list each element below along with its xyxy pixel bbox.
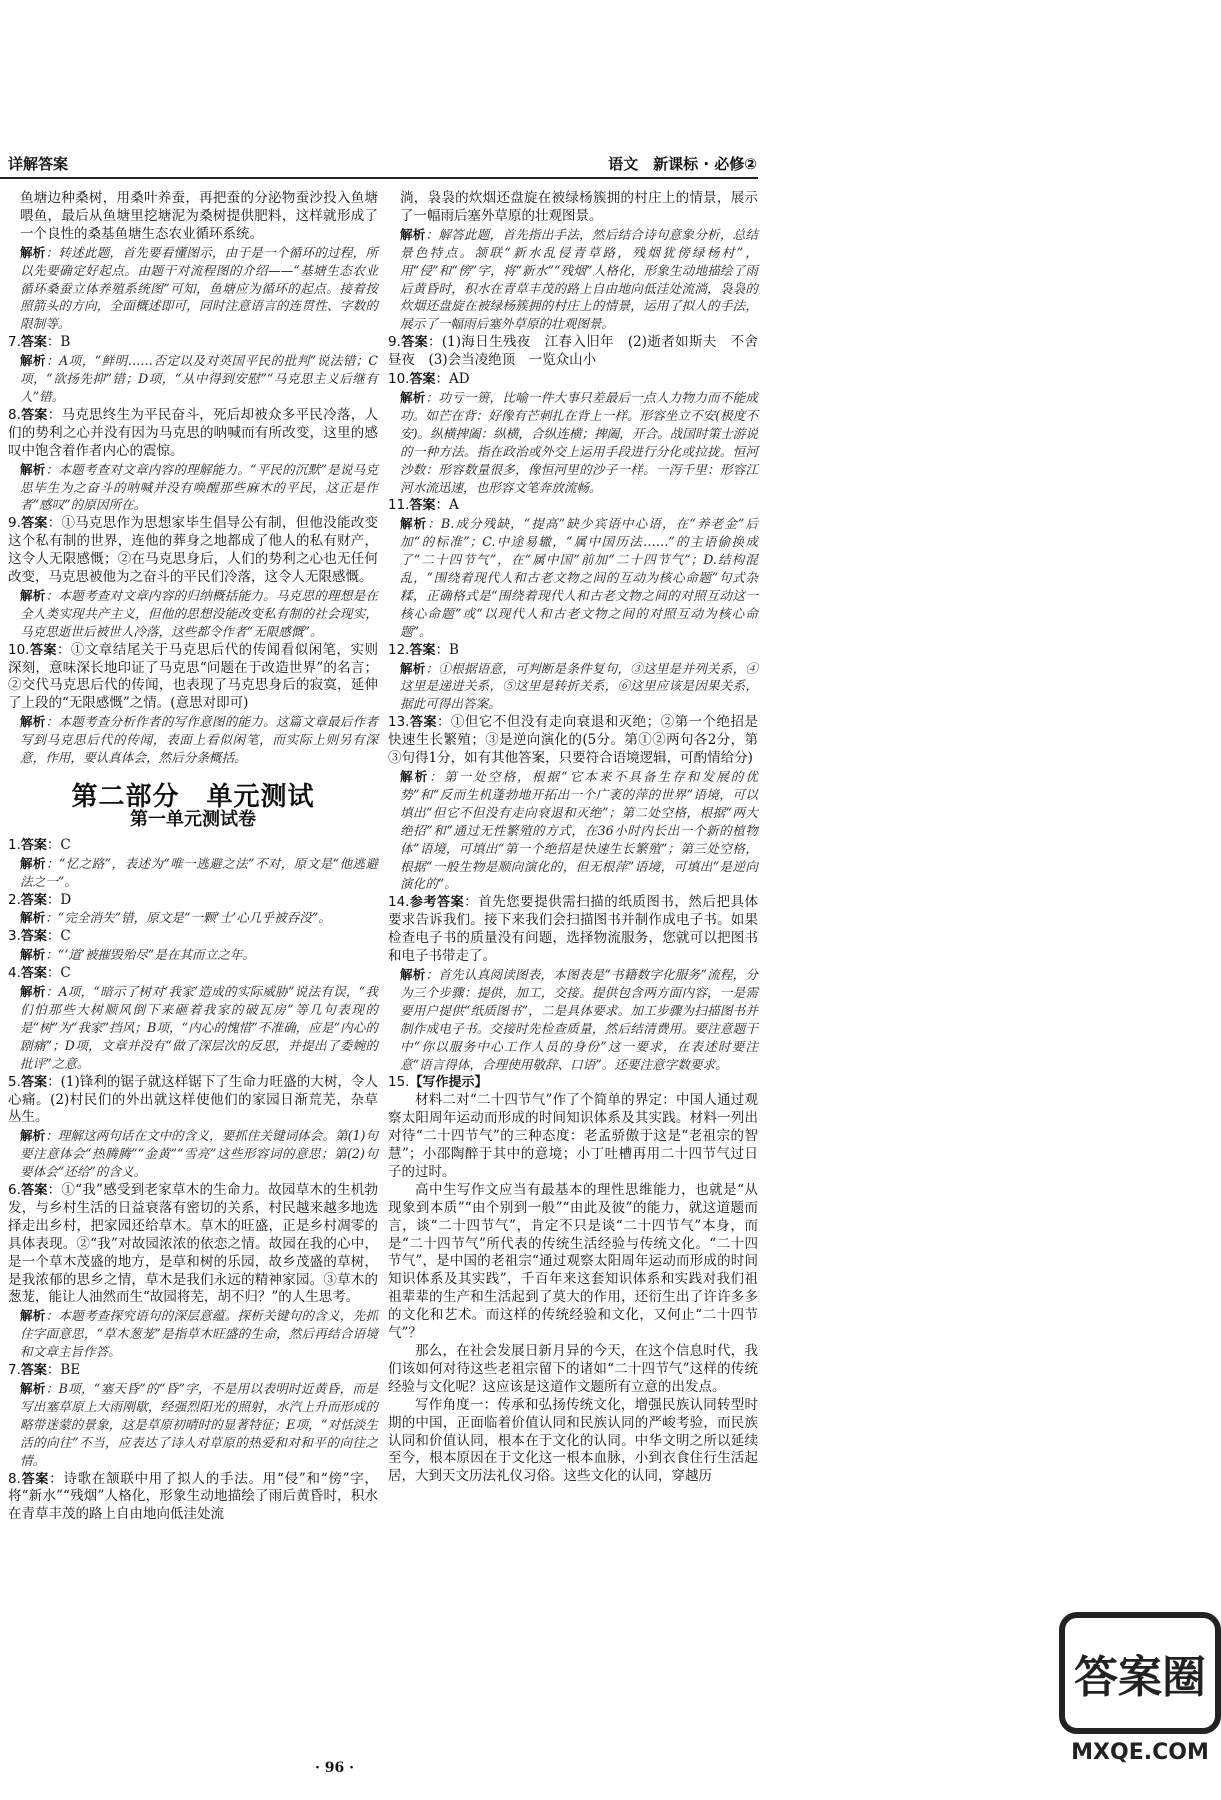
explanation-text: ：解答此题，首先指出手法，然后结合诗句意象分析，总结景色特点。颔联“新水乱侵青草路，残烟犹傍绿杨村”，用“侵”和“傍”字，将“新水”“残烟”人格化，形象生动地描绘了雨后黄昏时，积水在青草丰茂的路上自由地向低洼处流淌，袅袅的炊烟还盘旋在被绿杨簇拥的村庄上的情景，运用了拟人的手法，展示了一幅雨后塞外草原的壮观图景。: [400, 226, 759, 332]
explanation-text: ：转述此题，首先要看懂图示，由于是一个循环的过程，所以先要确定好起点。由题干对流程图的介绍——“基塘生态农业循环桑蚕立体养殖系统图”可知，鱼塘应为循环的起点。接着按照箭头的方向，全面概述即可，同时注意语言的连贯性、字数的限制等。: [20, 244, 379, 332]
answer-item: [8, 407, 378, 514]
right-column: [388, 190, 758, 1487]
explanation-label: 解析: [20, 1381, 46, 1396]
explanation-line: [388, 768, 758, 893]
answer-text: ：BE: [46, 1362, 81, 1379]
explanation-line: [8, 946, 378, 964]
answer-item: [388, 894, 758, 1073]
item-number: 7.: [8, 334, 21, 351]
explanation-label: 解析: [400, 389, 426, 405]
answer-label: 答案: [20, 966, 47, 982]
answer-text: ：诗歌在颔联中用了拟人的手法。用“侵”和“傍”字，将“新水”“残烟”人格化，形象生动地描绘了雨后黄昏时，积水在青草丰茂的路上自由地向低洼处流: [8, 1470, 378, 1523]
explanation-text: ：①根据语意，可判断是条件复句，③这里是并列关系，④这里是递进关系，⑤这里是转折关系，⑥这里应该是因果关系，据此可得出答案。: [400, 660, 759, 712]
answer-line: [388, 497, 758, 515]
item-number: 4.: [8, 965, 21, 982]
explanation-line: [8, 909, 378, 927]
answer-label: 答案: [20, 335, 47, 351]
answer-line: [8, 1074, 378, 1128]
answer-item: [388, 497, 758, 640]
intro-text: 鱼塘边种桑树，用桑叶养蚕，再把蚕的分泌物蚕沙投入鱼塘喂鱼，最后从鱼塘里挖塘泥为桑树提供肥料，这样就形成了一个良性的桑基鱼塘生态农业循环系统。: [20, 190, 378, 242]
answer-label: 答案: [20, 1074, 48, 1090]
answer-line: [8, 1362, 378, 1380]
left-column: [8, 190, 378, 1525]
answer-line: [8, 334, 378, 352]
answer-item: [8, 1362, 378, 1469]
answer-label: 答案: [20, 516, 48, 532]
answer-item: [8, 334, 378, 406]
writing-block: [388, 1074, 758, 1486]
answer-item: [8, 642, 378, 767]
explanation-label: 解析: [400, 660, 426, 676]
writing-paragraphs: [388, 1092, 758, 1486]
explanation-text: ：A项，“鲜明……否定以及对英国平民的批判”说法错；C项，“欲扬先抑”错；D项，“从中得到安慰”“马克思主义后继有人”错。: [20, 353, 379, 404]
answer-item: [388, 371, 758, 496]
item-number: 5.: [8, 1073, 21, 1090]
answer-text: ：①但它不但没有走向衰退和灭绝；②第一个绝招是快速生长繁殖；③是逆向演化的(5分。第①②两句各2分，第③句得1分，如有其他答案，只要符合语境逻辑，可酌情给分): [388, 714, 758, 767]
answer-line: [388, 714, 758, 768]
item-number: 1.: [8, 836, 21, 853]
answer-label: 答案: [20, 837, 47, 853]
explanation-label: 解析: [20, 1128, 46, 1144]
continuation-text: 淌，袅袅的炊烟还盘旋在被绿杨簇拥的村庄上的情景，展示了一幅雨后塞外草原的壮观图景。: [400, 190, 758, 224]
answer-label: 答案: [29, 642, 57, 658]
writing-label: 【写作提示】: [409, 1075, 488, 1091]
explanation-line: [8, 587, 378, 641]
explanation-label: 解析: [400, 516, 428, 532]
explanation-label: 解析: [20, 910, 46, 926]
explanation-text: ：B项，“塞天昏”的“昏”字，不是用以表明时近黄昏，而是写出塞草原上大雨刚歇，经强烈阳光的照射，水汽上升而形成的略带迷蒙的景象，这是草原初晴时的显著特征；E项，“对恬淡生活的向往”不当，应表达了诗人对草原的热爱和对和平的向往之情。: [20, 1381, 378, 1468]
explanation-line: [388, 515, 758, 640]
answer-label: 答案: [20, 1363, 47, 1379]
explanation-text: ：本题考查对文章内容的理解能力。“平民的沉默”是说马克思毕生为之奋斗的呐喊并没有唤醒那些麻木的平民，这正是作者“感叹”的原因所在。: [20, 461, 378, 513]
explanation-line: [8, 855, 378, 891]
item-number: 6.: [8, 1182, 21, 1199]
item-number: 8.: [8, 406, 21, 423]
explanation-label: 解析: [20, 587, 46, 603]
watermark-logo: [1060, 1612, 1220, 1792]
item-number: 9.: [388, 334, 401, 351]
answer-label: 答案: [409, 498, 436, 514]
explanation-text: ：第一处空格，根据“它本来不具备生存和发展的优势”和“反而生机蓬勃地开拓出一个广袤的萍的世界”语境，可以填出“但它不但没有走向衰退和灭绝”；第二处空格，根据“两大绝招”和“通过无性繁殖的方式，在36小时内长出一个新的植物体”语境，可填出“第一个绝招是快速生长繁殖”；第三处空格，根据“一般生物是顺向演化的，但无根萍”语境，可填出“是逆向演化的”。: [400, 769, 758, 892]
answer-item: [388, 334, 758, 370]
answer-line: [8, 1182, 378, 1307]
item-number: 12.: [388, 641, 410, 658]
explanation-line: [8, 1380, 378, 1470]
explanation-text: ：本题考查探究语句的深层意蕴。探析关键句的含义，先抓住字面意思，“草木葱茏”是指草木旺盛的生命，然后再结合语境和文章主旨作答。: [20, 1308, 379, 1360]
explanation-label: 解析: [400, 966, 426, 982]
explanation-line: [388, 660, 758, 714]
item-number: 15.: [388, 1074, 410, 1091]
explanation-label: 解析: [20, 947, 46, 963]
answer-text: ：C: [46, 965, 71, 982]
answer-item: [8, 965, 378, 1072]
right-items-list: [388, 334, 758, 1073]
explanation-text: ：“‘道’被摧毁殆尽”是在其而立之年。: [45, 947, 255, 963]
explanation-line: [8, 1127, 378, 1181]
explanation-line: [8, 983, 378, 1073]
explanation-line: [8, 352, 378, 406]
answer-line: [8, 965, 378, 983]
explanation-line: [8, 713, 378, 767]
answer-label: 参考答案: [409, 895, 465, 911]
explanation-text: ：功亏一篑，比喻一件大事只差最后一点人力物力而不能成功。如芒在背：好像有芒刺扎在背上一样。形容坐立不安(极度不安)。纵横捭阖：纵横，合纵连横；捭阖，开合。战国时策士游说的一种方法。指在政治或外交上运用手段进行分化或拉拢。恒河沙数：形容数量很多，像恒河里的沙子一样。一泻千里：形容江河水流迅速，也形容文笔奔放流畅。: [400, 389, 759, 495]
answer-text: ：(1)海日生残夜 江春入旧年 (2)逝者如斯夫 不舍昼夜 (3)会当凌绝顶 一览众山小: [388, 334, 758, 369]
answer-text: ：首先您要提供需扫描的纸质图书，然后把具体要求告诉我们。接下来我们会扫描图书并制作成电子书。如果检查电子书的质量没有问题，选择物流服务，您就可以把图书和电子书带走了。: [388, 894, 758, 965]
item-number: 3.: [8, 928, 21, 945]
explanation-label: 解析: [20, 461, 46, 477]
explanation-label: 解析: [20, 353, 47, 369]
answer-label: 答案: [20, 1471, 50, 1487]
answer-line: [388, 371, 758, 389]
answer-label: 答案: [400, 335, 429, 351]
answer-text: ：①“我”感受到老家草木的生命力。故园草木的生机勃发，与乡村生活的日益衰落有密切的关系，村民越来越多地选择走出乡村，把家园还给草木。草木的旺盛，正是乡村凋零的具体表现。②“我”对故园浓浓的依恋之情。故园在我的心中，是一个草木茂盛的地方，是草和树的乐园，故乡茂盛的草树，是我浓郁的思乡之情，草木是我们永远的精神家园。③草木的葱茏，能让人油然而生“故园将芜，胡不归？”的人生思考。: [8, 1182, 378, 1306]
answer-item: [388, 714, 758, 893]
answer-label: 答案: [20, 892, 47, 908]
answer-label: 答案: [409, 715, 437, 731]
answer-label: 答案: [20, 407, 48, 423]
answer-item: [8, 1471, 378, 1525]
item-number: 9.: [8, 515, 21, 532]
explanation-line: [8, 1307, 378, 1361]
answer-item: [8, 515, 378, 640]
answer-text: ：C: [46, 836, 71, 853]
item-number: 13.: [388, 714, 410, 731]
answer-label: 答案: [409, 642, 436, 658]
page-number: · 96 ·: [315, 1760, 354, 1776]
watermark-logo-box: 答案圈: [1059, 1612, 1221, 1734]
answer-text: ：D: [46, 891, 72, 908]
explanation-text: ：B.成分残缺，“提高”缺少宾语中心语，在“养老金”后加“的标准”；C.中途易辙，“属中国历法……”的主语偷换成了“二十四节气”，在“属中国”前加“二十四节气”；D.结构混乱，“围绕着现代人和古老文物之间的互动为核心命题”句式杂糅，正确格式是“围绕着现代人和古老文物之间的对照互动这一核心命题”或“以现代人和古老文物之间的对照互动为核心命题”。: [400, 516, 759, 639]
watermark-url: MXQE.COM: [1071, 1740, 1209, 1765]
answer-line: [388, 894, 758, 966]
writing-paragraph: 材料二对“二十四节气”作了个简单的界定：中国人通过观察太阳周年运动而形成的时间知识体系及其实践。材料一列出对待“二十四节气”的三种态度：老孟骄傲于这是“老祖宗的智慧”；小邵陶醉于其中的意境；小丁吐槽再用二十四节气过日子的过时。: [388, 1092, 758, 1180]
item-number: 8.: [8, 1470, 21, 1487]
item-number: 11.: [388, 497, 410, 514]
answer-text: ：B: [46, 334, 71, 351]
explanation-line: [388, 966, 758, 1073]
answer-item: [8, 928, 378, 964]
explanation-label: 解析: [20, 855, 46, 871]
explanation-text: ：“忆之路”，表述为“唯一逃避之法”不对，原文是“他逃避法之一”。: [20, 855, 378, 889]
explanation-text: ：本题考查分析作者的写作意图的能力。这篇文章最后作者写到马克思后代的传闻，表面上看似闲笔，而实际上则另有深意，作用，要认真体会，然后分条概括。: [20, 714, 379, 766]
explanation-text: ：A项，“暗示了树对‘我家’造成的实际威胁”说法有误，“我们怕那些大树顺风倒下来砸着我家的破瓦房”等几句表现的是“树”为“我家”挡风；B项，“内心的愧惜”不准确，应是“内心的剧痛”；D项，文章并没有“做了深层次的反思，并提出了委婉的批评”之意。: [20, 984, 378, 1071]
answer-line: [388, 642, 758, 660]
answer-item: [8, 892, 378, 928]
answer-item: [388, 642, 758, 714]
item-number: 7.: [8, 1362, 21, 1379]
answer-item: [8, 1074, 378, 1181]
answer-line: [8, 892, 378, 910]
part-title: 第二部分 单元测试: [71, 782, 315, 812]
continuation-explanation: [400, 226, 758, 333]
answer-line: [388, 334, 758, 370]
explanation-label: 解析: [400, 226, 426, 242]
explanation-label: 解析: [20, 714, 46, 730]
answer-line: [8, 642, 378, 714]
header-right-title: 语文 新课标 · 必修②: [608, 155, 757, 173]
item-number: 10.: [388, 371, 410, 388]
explanation-text: ：本题考查对文章内容的归纳概括能力。马克思的理想是在全人类实现共产主义，但他的思想没能改变私有制的社会现实，马克思逝世后被世人冷落，这些都令作者“无限感慨”。: [20, 587, 379, 639]
answer-line: [8, 407, 378, 461]
answer-item: [8, 1182, 378, 1361]
answer-line: [8, 837, 378, 855]
test-items-list: [8, 837, 378, 1524]
answer-text: ：①文章结尾关于马克思后代的传闻看似闲笔，实则深刻，意味深长地印证了马克思“问题在于改造世界”的名言；②交代马克思后代的传闻，也表现了马克思身后的寂寞，延伸了上段的“无限感慨”之情。(意思对即可): [8, 641, 378, 712]
explanation-label: 解析: [400, 769, 430, 784]
answer-text: ：(1)锋利的锯子就这样锯下了生命力旺盛的大树，令人心痛。(2)村民们的外出就这样使他们的家园日渐荒芜，杂草丛生。: [8, 1073, 378, 1126]
header-divider: [0, 177, 758, 179]
explanation-text: ：理解这两句话在文中的含义，要抓住关键词体会。第(1)句要注意体会“热腾腾”“金黄”“雪亮”这些形容词的意思；第(2)句要体会“还给”的含义。: [20, 1128, 379, 1180]
explanation-label: 解析: [20, 1308, 46, 1324]
answer-text: ：马克思终生为平民奋斗，死后却被众多平民冷落，人们的势利之心并没有因为马克思的呐喊而有所改变，这里的感叹中饱含着作者内心的震惊。: [8, 406, 378, 459]
answer-text: ：C: [46, 928, 71, 945]
answer-item: [8, 837, 378, 891]
explanation-text: ：“完全消失”错，原文是“一颗‘士’心几乎被吞没”。: [45, 910, 331, 926]
answer-label: 答案: [20, 1183, 48, 1199]
left-items-list: [8, 334, 378, 767]
intro-explanation: [20, 244, 378, 334]
continuation-block: [388, 190, 758, 333]
answer-text: ：B: [435, 641, 459, 658]
explanation-text: ：首先认真阅读图表，本图表是“书籍数字化服务”流程，分为三个步骤：提供，加工，交接。提供包含两方面内容，一是需要用户提供“纸质图书”，二是具体要求。加工步骤为扫描图书并制作成电子书。交接时先检查质量，然后结清费用。要注意题干中“你以服务中心工作人员的身份”这一要求，在表述时要注意“语言得体，合理使用敬辞、口语”。还要注意字数要求。: [400, 966, 758, 1072]
header-left-title: 详解答案: [8, 155, 69, 173]
item-number: 10.: [8, 641, 30, 658]
explanation-line: [388, 389, 758, 496]
answer-text: ：①马克思作为思想家毕生倡导公有制，但他没能改变这个私有制的世界，连他的葬身之地都成了他人的私有财产，这令人无限感慨；②在马克思身后，人们的势利之心也无任何改变，马克思被他为之奋斗的平民们冷落，这令人无限感慨。: [8, 515, 378, 586]
answer-line: [8, 515, 378, 587]
answer-text: ：AD: [435, 371, 470, 388]
writing-paragraph: 高中生写作文应当有最基本的理性思维能力，也就是“从现象到本质”“由个别到一般”“由此及彼”的能力，就这道题而言，谈“二十四节气”，肯定不只是谈“二十四节气”本身，而是“二十四节气”所代表的传统生活经验与传统文化。“二十四节气”，是中国的老祖宗“通过观察太阳周年运动而形成的时间知识体系及其实践”，千百年来这套知识体系和实践对我们祖祖辈辈的生产和生活起到了莫大的作用，还衍生出了许许多多的文化和艺术。而这样的传统经验和文化，又何止“二十四节气”？: [388, 1181, 758, 1342]
explanation-line: [8, 461, 378, 515]
writing-paragraph: 写作角度一：传承和弘扬传统文化，增强民族认同转型时期的中国，正面临着价值认同和民族认同的严峻考验，而民族认同和价值认同，根本在于文化的认同。中华文明之所以延续至今，根本原因在于文化这一根本血脉，小到衣食住行生活起居，大到天文历法礼仪习俗。这些文化的认同，穿越历: [388, 1396, 758, 1485]
answer-text: ：A: [435, 497, 459, 514]
answer-line: [8, 1471, 378, 1525]
explanation-label: 解析: [20, 244, 46, 260]
test-title: 第一单元测试卷: [130, 808, 256, 830]
answer-label: 答案: [20, 929, 47, 945]
explanation-label: 解析: [20, 984, 46, 1000]
item-number: 2.: [8, 891, 21, 908]
answer-line: [8, 928, 378, 946]
answer-label: 答案: [409, 372, 436, 388]
intro-block: [8, 190, 378, 333]
writing-paragraph: 那么，在社会发展日新月异的今天，在这个信息时代，我们该如何对待这些老祖宗留下的诸如“二十四节气”这样的传统经验与文化呢？这应该是这道作文题所有立意的出发点。: [388, 1343, 758, 1395]
item-number: 14.: [388, 894, 410, 911]
writing-heading: [388, 1074, 758, 1092]
